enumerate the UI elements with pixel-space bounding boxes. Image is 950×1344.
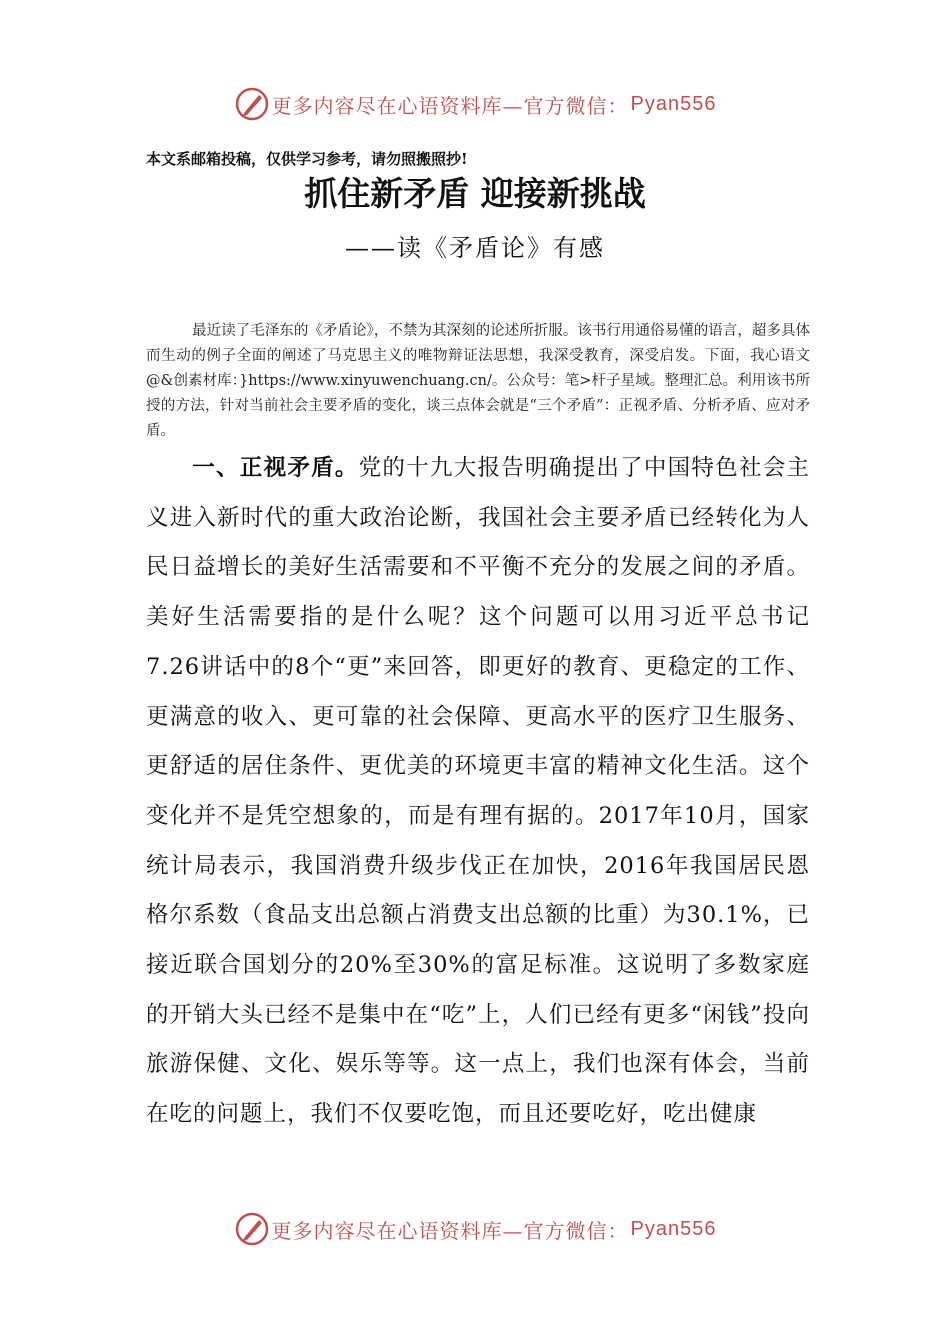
banner-text: 更多内容尽在心语资料库—官方微信： xyxy=(271,93,629,118)
section-1-text: 党的十九大报告明确提出了中国特色社会主义进入新时代的重大政治论断，我国社会主要矛盾已经转化为人民日益增长的美好生活需要和不平衡不充分的发展之间的矛盾。美好生活需要指的是什么呢？这个问题可以用习近平总书记7.26讲话中的8个“更”来回答，即更好的教育、更稳定的工作、更满意的收入、更可靠的社会保障、更高水平的医疗卫生服务、更舒适的居住条件、更优美的环境更丰富的精神文化生活。这个变化并不是凭空想象的，而是有理有据的。2017年10月，国家统计局表示，我国消费升级步伐正在加快，2016年我国居民恩格尔系数（食品支出总额占消费支出总额的比重）为30.1%，已接近联合国划分的20%至30%的富足标准。这说明了多数家庭的开销大头已经不是集中在“吃”上，人们已经有更多“闲钱”投向旅游保健、文化、娱乐等等。这一点上，我们也深有体会，当前在吃的问题上，我们不仅要吃饱，而且还要吃好，吃出健康 xyxy=(146,455,810,1128)
banner-wechat-id: Pyan556 xyxy=(630,1217,717,1240)
banner-wechat-id: Pyan556 xyxy=(630,92,717,115)
section-1-heading: 一、正视矛盾。 xyxy=(192,455,359,481)
header-watermark xyxy=(0,84,950,124)
section-1-paragraph xyxy=(146,444,810,1140)
submission-notice: 本文系邮箱投稿，仅供学习参考，请勿照搬照抄! xyxy=(146,150,468,168)
brush-logo-icon xyxy=(234,1211,270,1247)
page-title: 抓住新矛盾 迎接新挑战 xyxy=(304,174,646,213)
brush-logo-icon xyxy=(234,86,270,122)
intro-text: 最近读了毛泽东的《矛盾论》，不禁为其深刻的论述所折服。该书行用通俗易懂的语言，超多具体而生动的例子全面的阐述了马克思主义的唯物辩证法思想，我深受教育，深受启发。下面，我心语文@&创素材库：}https://www.xinyuwenchuang.cn/。公众号：笔>杆子星域。整理汇总。利用该书所授的方法，针对当前社会主要矛盾的变化，谈三点体会就是“三个矛盾”：正视矛盾、分析矛盾、应对矛盾。 xyxy=(146,323,810,439)
page-subtitle: ——读《矛盾论》有感 xyxy=(345,234,605,262)
banner-text: 更多内容尽在心语资料库—官方微信： xyxy=(271,1218,629,1243)
intro-paragraph xyxy=(146,319,810,444)
footer-watermark xyxy=(0,1209,950,1249)
